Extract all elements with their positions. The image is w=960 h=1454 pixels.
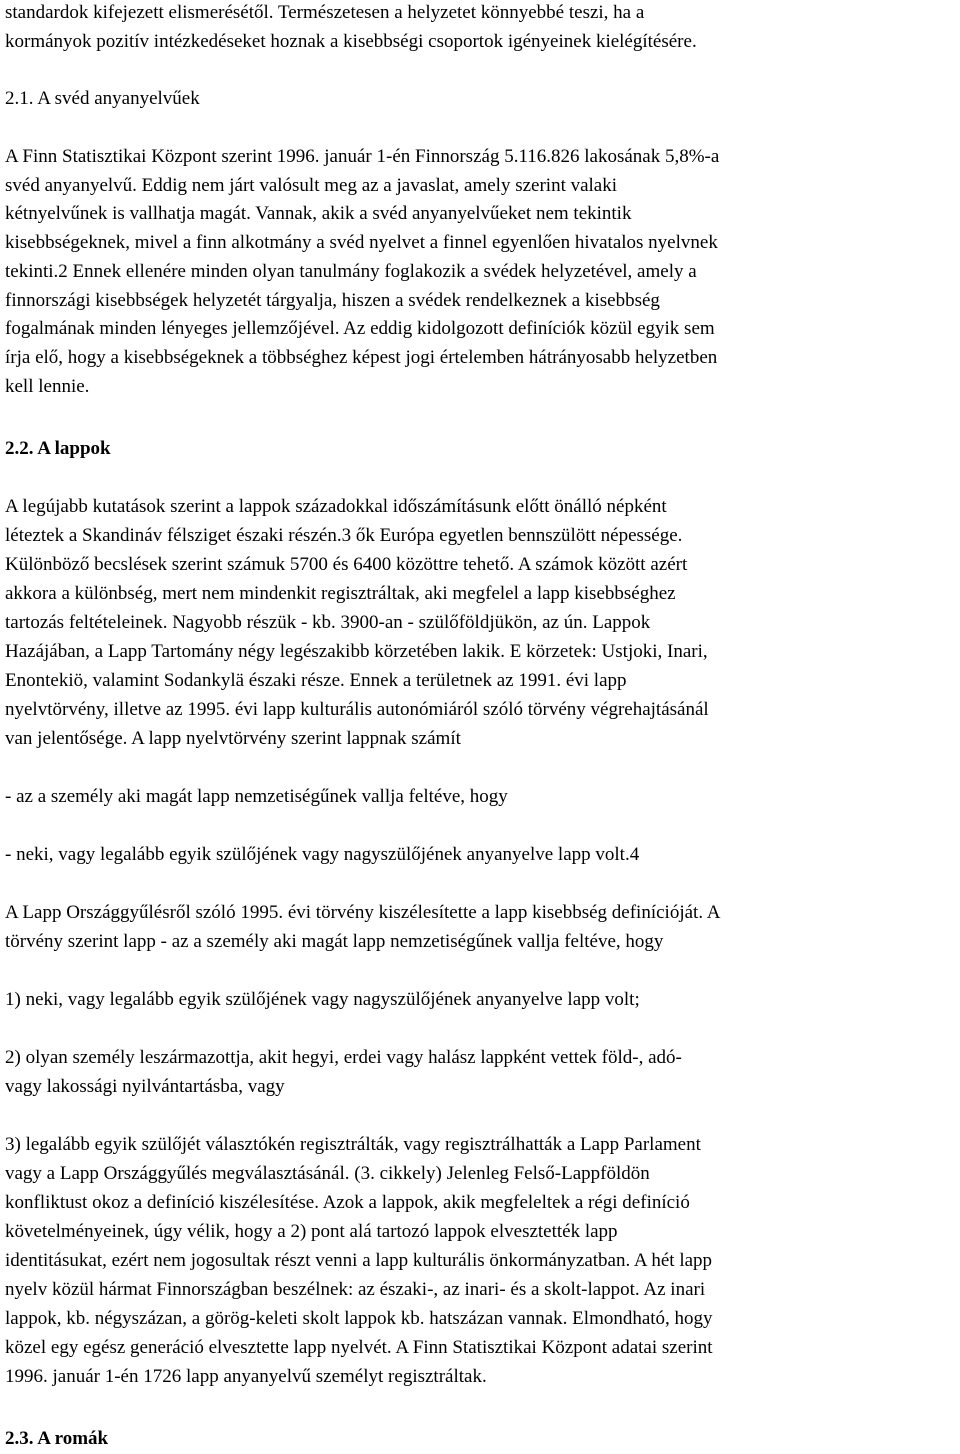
text-line: nyelvtörvény, illetve az 1995. évi lapp kulturális autonómiáról szóló törvény végrehajtásánál	[5, 699, 709, 720]
text-line: vagy a Lapp Országgyűlés megválasztásánál. (3. cikkely) Jelenleg Felső-Lappföldön	[5, 1163, 650, 1184]
text-line: A legújabb kutatások szerint a lappok századokkal időszámításunk előtt önálló népként	[5, 496, 667, 517]
text-line: kell lennie.	[5, 376, 90, 397]
section-heading: 2.2. A lappok	[5, 438, 111, 459]
list-item: 3) legalább egyik szülőjét választókén regisztrálták, vagy regisztrálhatták a Lapp Parlament	[5, 1134, 701, 1155]
text-line: törvény szerint lapp - az a személy aki magát lapp nemzetiségűnek vallja feltéve, hogy	[5, 931, 664, 952]
text-line: Enontekiö, valamint Sodankylä északi része. Ennek a területnek az 1991. évi lapp	[5, 670, 627, 691]
text-line: léteztek a Skandináv félsziget északi részén.3 ők Európa egyetlen bennszülött népessége.	[5, 525, 683, 546]
text-line: akkora a különbség, mert nem mindenkit regisztráltak, aki megfelel a lapp kisebbséghez	[5, 583, 676, 604]
text-line: követelményeinek, úgy vélik, hogy a 2) pont alá tartozó lappok elvesztették lapp	[5, 1221, 618, 1242]
text-line: fogalmának minden lényeges jellemzőjével. Az eddig kidolgozott definíciók közül egyik sem	[5, 318, 715, 339]
text-line: A Finn Statisztikai Központ szerint 1996. január 1-én Finnország 5.116.826 lakosának 5,8%-a	[5, 146, 720, 167]
text-line: Hazájában, a Lapp Tartomány négy legészakibb körzetében lakik. E körzetek: Ustjoki, Inari,	[5, 641, 708, 662]
text-line: standardok kifejezett elismerésétől. Természetesen a helyzetet könnyebbé teszi, ha a	[5, 2, 645, 23]
text-line: van jelentősége. A lapp nyelvtörvény szerint lappnak számít	[5, 728, 461, 749]
text-line: svéd anyanyelvű. Eddig nem járt valósult meg az a javaslat, amely szerint valaki	[5, 175, 618, 196]
text-line: vagy lakossági nyilvántartásba, vagy	[5, 1076, 285, 1097]
text-line: A Lapp Országgyűlésről szóló 1995. évi törvény kiszélesítette a lapp kisebbség definícióját. A	[5, 902, 721, 923]
list-item: 2) olyan személy leszármazottja, akit hegyi, erdei vagy halász lappként vettek föld-, adó-	[5, 1047, 682, 1068]
text-line: kormányok pozitív intézkedéseket hoznak a kisebbségi csoportok igényeinek kielégítésére.	[5, 31, 697, 52]
text-line: nyelv közül hármat Finnországban beszélnek: az északi-, az inari- és a skolt-lappot. Az inari	[5, 1279, 706, 1300]
section-heading: 2.1. A svéd anyanyelvűek	[5, 88, 200, 109]
text-line: identitásukat, ezért nem jogosultak részt venni a lapp kulturális önkormányzatban. A hét lapp	[5, 1250, 713, 1271]
text-line: tartozás feltételeinek. Nagyobb részük - kb. 3900-an - szülőföldjükön, az ún. Lappok	[5, 612, 651, 633]
text-line: írja elő, hogy a kisebbségeknek a többséghez képest jogi értelemben hátrányosabb helyzetben	[5, 347, 718, 368]
list-item: 1) neki, vagy legalább egyik szülőjének vagy nagyszülőjének anyanyelve lapp volt;	[5, 989, 640, 1010]
text-line: tekinti.2 Ennek ellenére minden olyan tanulmány foglakozik a svédek helyzetével, amely a	[5, 261, 697, 282]
text-line: konfliktust okoz a definíció kiszélesítése. Azok a lappok, akik megfeleltek a régi definíció	[5, 1192, 690, 1213]
text-line: kétnyelvűnek is vallhatja magát. Vannak, akik a svéd anyanyelvűeket nem tekintik	[5, 203, 632, 224]
text-line: finnországi kisebbségek helyzetét tárgyalja, hiszen a svédek rendelkeznek a kisebbség	[5, 290, 660, 311]
text-line: kisebbségeknek, mivel a finn alkotmány a svéd nyelvet a finnel egyenlően hivatalos nyelvnek	[5, 232, 718, 253]
text-line: közel egy egész generáció elvesztette lapp nyelvét. A Finn Statisztikai Központ adatai szerint	[5, 1337, 713, 1358]
text-line: 1996. január 1-én 1726 lapp anyanyelvű személyt regisztráltak.	[5, 1366, 487, 1387]
text-line: Különböző becslések szerint számuk 5700 és 6400 közöttre tehető. A számok között azért	[5, 554, 688, 575]
section-heading: 2.3. A romák	[5, 1428, 109, 1449]
list-item: - neki, vagy legalább egyik szülőjének vagy nagyszülőjének anyanyelve lapp volt.4	[5, 844, 640, 865]
text-line: lappok, kb. négyszázan, a görög-keleti skolt lappok kb. hatszázan vannak. Elmondható, hogy	[5, 1308, 713, 1329]
list-item: - az a személy aki magát lapp nemzetiségűnek vallja feltéve, hogy	[5, 786, 508, 807]
